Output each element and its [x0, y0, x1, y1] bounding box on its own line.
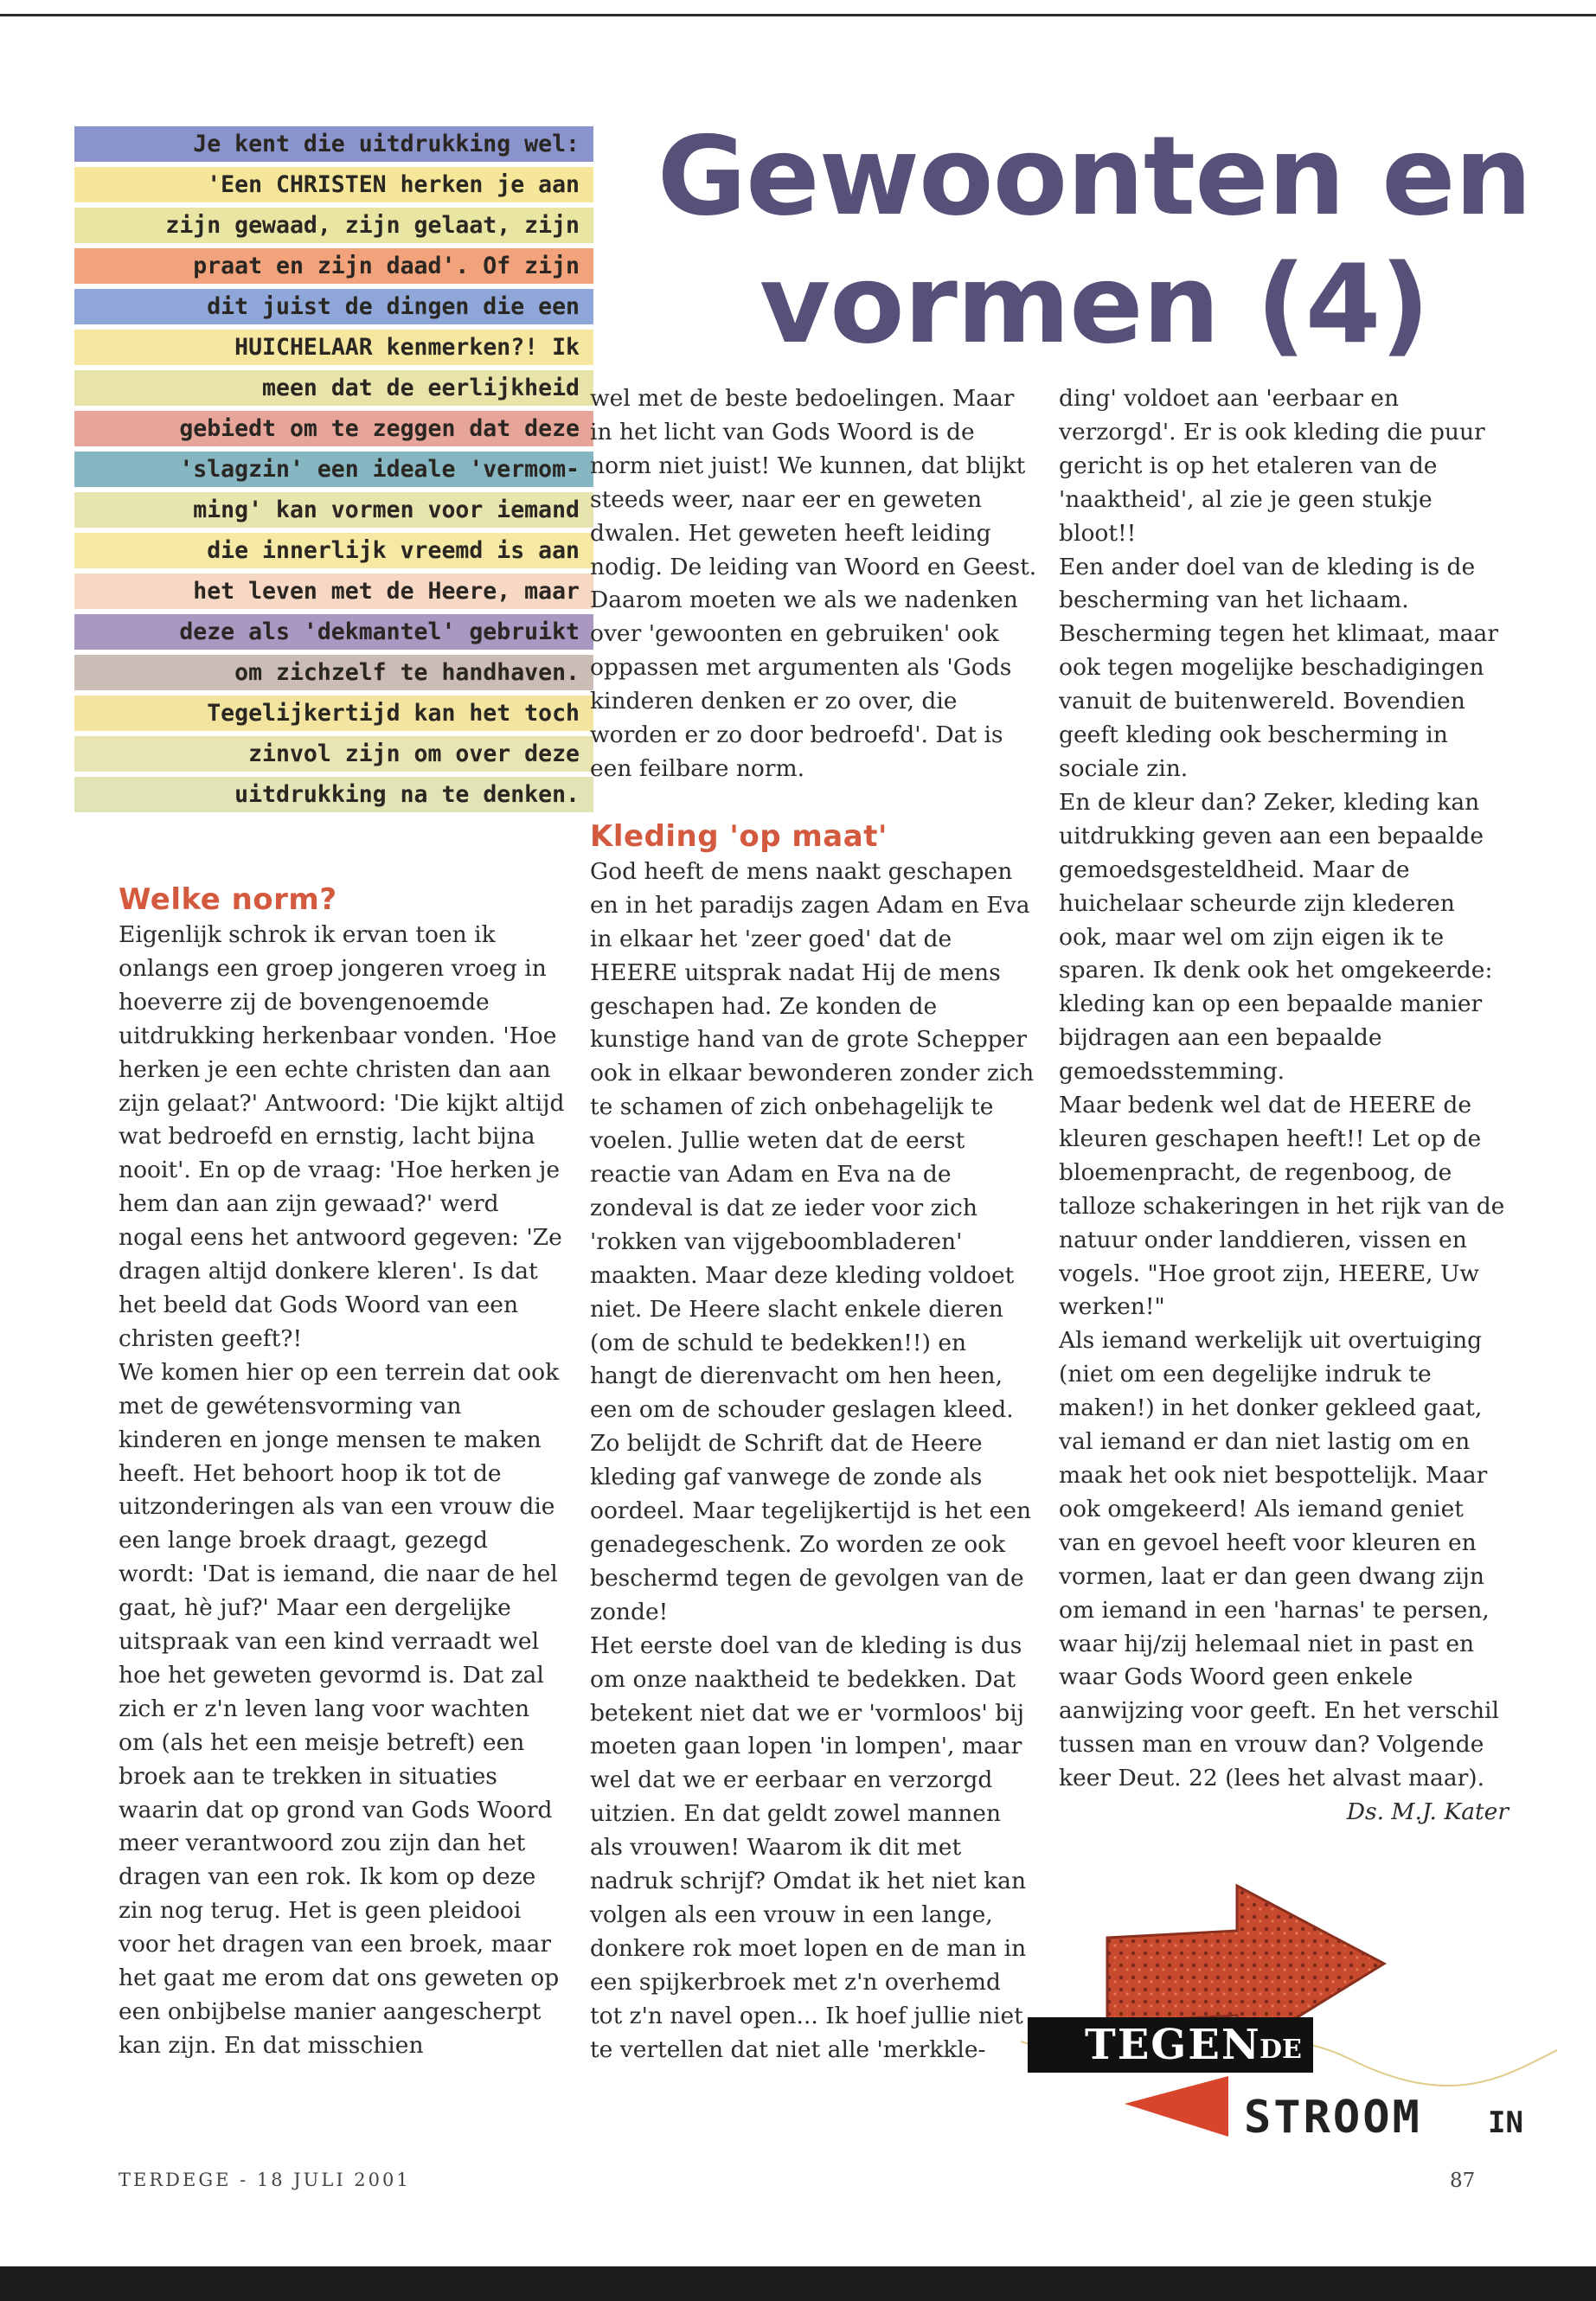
logo-tegen: TEGEN: [1028, 2017, 1313, 2073]
title-line-2: vormen (4): [760, 240, 1429, 368]
intro-line: zinvol zijn om over deze: [74, 736, 593, 772]
heading-welke-norm: Welke norm?: [119, 882, 337, 917]
top-rule: [0, 14, 1596, 16]
paragraph: Het eerste doel van de kleding is dus om onze naaktheid te bedekken. Dat betekent niet dat we er 'vormloos' bij moeten gaan lopen 'in lompen', maar wel dat we er eerbaar en verzorgd uitzien. En dat geldt zowel mannen als vrouwen! Waarom ik dit met nadruk schrijf? Omdat ik het niet kan volgen als een vrouw in een lange, donkere rok moet lopen en de man in een spijkerbroek met z'n overhemd tot z'n navel open... Ik hoef jullie niet te vertellen dat niet alle 'merkkle-: [590, 1631, 1027, 2063]
column-3: [1059, 382, 1509, 1830]
footer-publication: TERDEGE - 18 JULI 2001: [119, 2170, 411, 2190]
intro-line: zijn gewaad, zijn gelaat, zijn: [74, 208, 593, 243]
tegen-de-stroom-in-logo: [1021, 1877, 1557, 2163]
paragraph: wel met de beste bedoelingen. Maar in het licht van Gods Woord is de norm niet juist! We kunnen, dat blijkt steeds weer, naar eer en geweten dwalen. Het geweten heeft leiding nodig. De leiding van Woord en Geest.: [590, 385, 1037, 580]
page-number: 87: [1450, 2170, 1476, 2192]
intro-line: 'Een CHRISTEN herken je aan: [74, 167, 593, 202]
logo-in: IN: [1488, 2106, 1523, 2140]
intro-line: dit juist de dingen die een: [74, 289, 593, 324]
intro-line: om zichzelf te handhaven.: [74, 655, 593, 690]
intro-line: praat en zijn daad'. Of zijn: [74, 248, 593, 284]
paragraph: We komen hier op een terrein dat ook met de gewétensvorming van kinderen en jonge mensen te maken heeft. Het behoort hoop ik tot de uitzonderingen als van een vrouw die een lange broek draagt, gezegd wordt: 'Dat is iemand, die naar de hel gaat, hè juf?' Maar een dergelijke uitspraak van een kind verraadt wel hoe het geweten gevormd is. Dat zal zich er z'n leven lang voor wachten om (als het een meisje betreft) een broek aan te trekken in situaties waarin dat op grond van Gods Woord meer verantwoord zou zijn dan het dragen van een rok. Ik kom op deze zin nog terug. Het is geen pleidooi voor het dragen van een broek, maar het gaat me erom dat ons geweten op een onbijbelse manier aangescherpt kan zijn. En dat misschien: [119, 1358, 560, 2059]
heading-kleding-op-maat: Kleding 'op maat': [590, 818, 888, 854]
author-signature: Ds. M.J. Kater: [1346, 1798, 1509, 1826]
intro-line: meen dat de eerlijkheid: [74, 370, 593, 406]
intro-line: het leven met de Heere, maar: [74, 574, 593, 609]
intro-block: [74, 126, 593, 817]
page-title: [614, 112, 1574, 369]
intro-line: gebiedt om te zeggen dat deze: [74, 411, 593, 446]
paragraph: Daarom moeten we als we nadenken over 'gewoonten en gebruiken' ook oppassen met argumenten als 'Gods kinderen denken er zo over, die worden er zo door bedroefd'. Dat is een feilbare norm.: [590, 586, 1018, 782]
intro-line: Tegelijkertijd kan het toch: [74, 695, 593, 731]
paragraph: Maar bedenk wel dat de HEERE de kleuren geschapen heeft!! Let op de bloemenpracht, de regenboog, de talloze schakeringen in het rijk van de natuur onder landdieren, vissen en vogels. "Hoe groot zijn, HEERE, Uw werken!": [1059, 1092, 1505, 1321]
column-1: [119, 881, 568, 2063]
column-2: [590, 382, 1040, 2067]
logo-stroom: STROOM: [1244, 2092, 1422, 2144]
paragraph: God heeft de mens naakt geschapen en in het paradijs zagen Adam en Eva in elkaar het 'zeer goed' dat de HEERE uitsprak nadat Hij de mens geschapen had. Ze konden de kunstige hand van de grote Schepper ook in elkaar bewonderen zonder zich te schamen of zich onbehagelijk te voelen. Jullie weten dat de eerst reactie van Adam en Eva na de zondeval is dat ze ieder voor zich 'rokken van vijgeboombladeren' maakten. Maar deze kleding voldoet niet. De Heere slacht enkele dieren (om de schuld te bedekken!!) en hangt de dierenvacht om hen heen, een om de schouder geslagen kleed. Zo belijdt de Schrift dat de Heere kleding gaf vanwege de zonde als oordeel. Maar tegelijkertijd is het een genadegeschenk. Zo worden ze ook beschermd tegen de gevolgen van de zonde!: [590, 857, 1035, 1625]
logo-de: DE: [1259, 2035, 1302, 2065]
intro-line: deze als 'dekmantel' gebruikt: [74, 614, 593, 650]
paragraph: Als iemand werkelijk uit overtuiging (niet om een degelijke indruk te maken!) in het donker gekleed gaat, val iemand er dan niet lastig om en maak het ook niet bespottelijk. Maar ook omgekeerd! Als iemand geniet van en gevoel heeft voor kleuren en vormen, laat er dan geen dwang zijn om iemand in een 'harnas' te persen, waar hij/zij helemaal niet in past en waar Gods Woord geen enkele aanwijzing voor geeft. En het verschil tussen man en vrouw dan? Volgende keer Deut. 22 (lees het alvast maar).: [1059, 1327, 1499, 1792]
paragraph: ding' voldoet aan 'eerbaar en verzorgd'. Er is ook kleding die puur gericht is op het etaleren van de 'naaktheid', al zie je geen stukje bloot!!: [1059, 385, 1485, 547]
intro-line: uitdrukking na te denken.: [74, 777, 593, 812]
paragraph: Eigenlijk schrok ik ervan toen ik onlangs een groep jongeren vroeg in hoeverre zij de bovengenoemde uitdrukking herkenbaar vonden. 'Hoe herken je een echte christen dan aan zijn gelaat?' Antwoord: 'Die kijkt altijd wat bedroefd en ernstig, lacht bijna nooit'. En op de vraag: 'Hoe herken je hem dan aan zijn gewaad?' werd nogal eens het antwoord gegeven: 'Ze dragen altijd donkere kleren'. Is dat het beeld dat Gods Woord van een christen geeft?!: [119, 921, 565, 1352]
intro-line: die innerlijk vreemd is aan: [74, 533, 593, 568]
paragraph: Een ander doel van de kleding is de bescherming van het lichaam. Bescherming tegen het klimaat, maar ook tegen mogelijke beschadigingen vanuit de buitenwereld. Bovendien geeft kleding ook bescherming in sociale zin.: [1059, 553, 1498, 782]
title-line-1: Gewoonten en: [657, 112, 1532, 240]
bottom-bar: [0, 2266, 1596, 2301]
intro-line: HUICHELAAR kenmerken?! Ik: [74, 330, 593, 365]
paragraph: En de kleur dan? Zeker, kleding kan uitdrukking geven aan een bepaalde gemoedsgesteldheid. Maar de huichelaar scheurde zijn klederen ook, maar wel om zijn eigen ik te sparen. Ik denk ook het omgekeerde: kleding kan op een bepaalde manier bijdragen aan een bepaalde gemoedsstemming.: [1059, 788, 1493, 1086]
intro-line: 'slagzin' een ideale 'vermom-: [74, 452, 593, 487]
intro-line: Je kent die uitdrukking wel:: [74, 126, 593, 162]
intro-line: ming' kan vormen voor iemand: [74, 492, 593, 528]
